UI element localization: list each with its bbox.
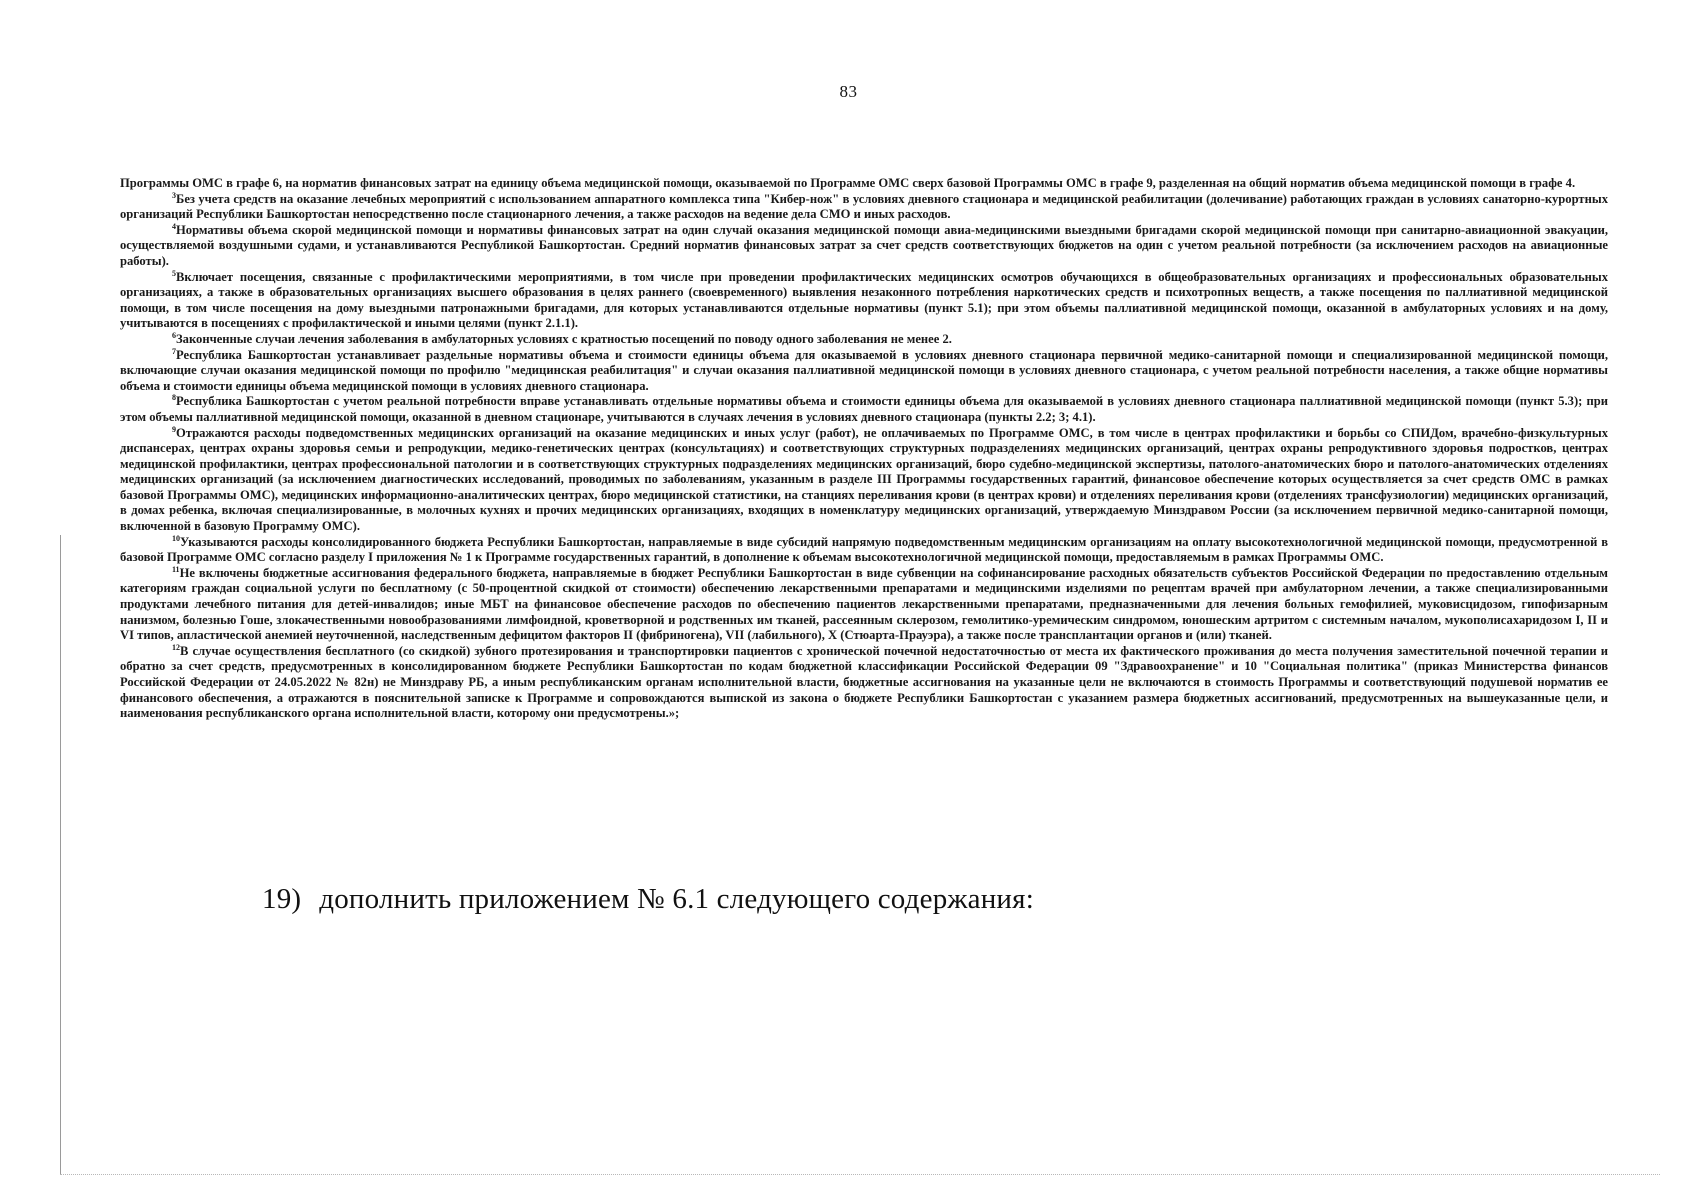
footnote-text: Программы ОМС в графе 6, на норматив финансовых затрат на единицу объема медицинской помощи, оказываемой по Программе ОМС сверх базовой Программы ОМС в графе 9, разделенная на общий норматив объема медицинской помощи в графе 4. xyxy=(120,176,1576,190)
page-number: 83 xyxy=(839,82,858,101)
heading-text: дополнить приложением № 6.1 следующего содержания: xyxy=(319,883,1034,915)
footnote-text: В случае осуществления бесплатного (со скидкой) зубного протезирования и транспортировки пациентов с хронической почечной недостаточностью от места их фактического проживания до места получения заместительной почечной терапии и обратно за счет средств, предусмотренных в консолидированном бюджете Республики Башкортостан по кодам бюджетной классификации Российской Федерации 09 "Здравоохранение" и 10 "Социальная политика" (приказ Министерства финансов Российской Федерации от 24.05.2022 № 82н) не Минздраву РБ, а иным республиканским органам исполнительной власти, бюджетные ассигнования на указанные цели не включаются в стоимость Программы и соответствующий подушевой норматив ее финансового обеспечения, а отражаются в пояснительной записке к Программе и сопровождаются выпиской из закона о бюджете Республики Башкортостан с указанием размера бюджетных ассигнований, предусмотренных на вышеуказанные цели, и наименования республиканского органа исполнительной власти, которому они предусмотрены.»; xyxy=(120,643,1608,721)
footnote-marker: 6 xyxy=(172,330,176,340)
footnote-text: Отражаются расходы подведомственных медицинских организаций на оказание медицинских и иных услуг (работ), не оплачиваемых по Программе ОМС, в том числе в центрах профилактики и борьбы со СПИДом, врачебно-физкультурных диспансерах, центрах охраны здоровья семьи и репродукции, медико-генетических центрах (консультациях) и соответствующих структурных подразделениях медицинских организаций, центрах охраны репродуктивного здоровья подростков, центрах медицинской профилактики, центрах профессиональной патологии и в соответствующих структурных подразделениях медицинских организаций, бюро судебно-медицинской экспертизы, патолого-анатомических бюро и патолого-анатомических отделениях медицинских организаций (за исключением диагностических исследований, проводимых по заболеваниям, указанным в разделе III Программы государственных гарантий, финансовое обеспечение которых осуществляется за счет средств ОМС в рамках базовой Программы ОМС), медицинских информационно-аналитических центрах, бюро медицинской статистики, на станциях переливания крови (в центрах крови) и отделениях переливания крови (отделениях трансфузиологии) медицинских организаций, в домах ребенка, включая специализированные, в молочных кухнях и прочих медицинских организациях, входящих в номенклатуру медицинских организаций, утверждаемую Минздравом России (за исключением первичной медико-санитарной помощи, включенной в базовую Программу ОМС). xyxy=(120,425,1608,534)
footnote-text: Включает посещения, связанные с профилактическими мероприятиями, в том числе при проведении профилактических медицинских осмотров обучающихся в общеобразовательных организациях и профессиональных образовательных организациях, а также в образовательных организациях высшего образования в целях раннего (своевременного) выявления незаконного потребления наркотических средств и психотропных веществ, а также посещения по паллиативной медицинской помощи, в том числе посещения на дому выездными патронажными бригадами, для которых устанавливаются отдельные нормативы (пункт 5.1); при этом объемы паллиативной медицинской помощи, оказанной в амбулаторных условиях и на дому, учитываются в посещениях с профилактической и иными целями (пункт 2.1.1). xyxy=(120,269,1608,331)
footnote-12 xyxy=(120,644,1608,722)
footnote-marker: 3 xyxy=(172,190,176,200)
footnote-text: Не включены бюджетные ассигнования федерального бюджета, направляемые в бюджет Республики Башкортостан в виде субвенции на софинансирование расходных обязательств субъектов Российской Федерации по предоставлению отдельным категориям граждан социальной услуги по бесплатному (с 50-процентной скидкой от стоимости) обеспечению лекарственными препаратами и медицинскими изделиями по рецептам врачей при амбулаторном лечении, а также специализированными продуктами лечебного питания для детей-инвалидов; иные МБТ на финансовое обеспечение расходов по обеспечению пациентов лекарственными препаратами, предназначенными для лечения больных гемофилией, муковисцидозом, гипофизарным нанизмом, болезнью Гоше, злокачественными новообразованиями лимфоидной, кроветворной и родственных им тканей, рассеянным склерозом, гемолитико-уремическим синдромом, юношеским артритом с системным началом, мукополисахаридозом I, II и VI типов, апластической анемией неуточненной, наследственным дефицитом факторов II (фибриногена), VII (лабильного), X (Стюарта-Прауэра), а также после трансплантации органов и (или) тканей. xyxy=(120,565,1608,643)
footnotes-block xyxy=(120,176,1608,722)
footnote-4 xyxy=(120,223,1608,270)
heading-item-number: 19) xyxy=(262,883,302,915)
footnote-7 xyxy=(120,348,1608,395)
footnote-text: Указываются расходы консолидированного бюджета Республики Башкортостан, направляемые в виде субсидий напрямую подведомственным медицинским организациям на оплату высокотехнологичной медицинской помощи, предусмотренной в базовой Программе ОМС согласно разделу I приложения № 1 к Программе государственных гарантий, в дополнение к объемам высокотехнологичной медицинской помощи, предоставляемым в рамках Программы ОМС. xyxy=(120,534,1608,565)
footnote-text: Нормативы объема скорой медицинской помощи и нормативы финансовых затрат на один случай оказания медицинской помощи авиа-медицинскими выездными бригадами скорой медицинской помощи при санитарно-авиационной эвакуации, осуществляемой воздушными судами, и устанавливаются Республикой Башкортостан. Средний норматив финансовых затрат за счет средств соответствующих бюджетов на один с учетом реальной потребности (за исключением расходов на авиационные работы). xyxy=(120,222,1608,268)
footnote-text: Без учета средств на оказание лечебных мероприятий с использованием аппаратного комплекса типа "Кибер-нож" в условиях дневного стационара и медицинской реабилитации (долечивание) работающих граждан в условиях санаторно-курортных организаций Республики Башкортостан непосредственно после стационарного лечения, а также расходов на ведение дела СМО и иных расходов. xyxy=(120,191,1608,222)
footnote-continuation xyxy=(120,176,1608,192)
footnote-marker: 7 xyxy=(172,346,176,356)
scan-margin-line xyxy=(60,535,61,1175)
footnote-marker: 12 xyxy=(172,642,180,652)
appendix-heading xyxy=(262,883,1034,916)
footnote-10 xyxy=(120,535,1608,566)
footnote-6 xyxy=(120,332,1608,348)
footnote-text: Республика Башкортостан устанавливает раздельные нормативы объема и стоимости единицы объема для оказываемой в условиях дневного стационара первичной медико-санитарной помощи и специализированной медицинской помощи, включающие случаи оказания медицинской помощи по профилю "медицинская реабилитация" и случаи оказания паллиативной медицинской помощи в условиях дневного стационара, с учетом реальной потребности населения, а также общие нормативы объема и стоимости единицы объема медицинской помощи в условиях дневного стационара. xyxy=(120,347,1608,393)
footnote-marker: 11 xyxy=(172,564,180,574)
footnote-marker: 10 xyxy=(172,533,180,543)
footnote-5 xyxy=(120,270,1608,332)
scan-bottom-line xyxy=(60,1174,1660,1176)
footnote-9 xyxy=(120,426,1608,535)
footnote-3 xyxy=(120,192,1608,223)
footnote-marker: 8 xyxy=(172,393,176,403)
footnote-marker: 4 xyxy=(172,221,176,231)
footnote-text: Законченные случаи лечения заболевания в амбулаторных условиях с кратностью посещений по поводу одного заболевания не менее 2. xyxy=(176,331,952,346)
footnote-8 xyxy=(120,394,1608,425)
footnote-marker: 9 xyxy=(172,424,176,434)
footnote-marker: 5 xyxy=(172,268,176,278)
footnote-11 xyxy=(120,566,1608,644)
footnote-text: Республика Башкортостан с учетом реальной потребности вправе устанавливать отдельные нормативы объема и стоимости единицы объема для оказываемой в условиях дневного стационара паллиативной медицинской помощи (пункт 5.3); при этом объемы паллиативной медицинской помощи, оказанной в дневном стационаре, учитываются в случаях лечения в условиях дневного стационара (пункты 2.2; 3; 4.1). xyxy=(120,394,1608,424)
